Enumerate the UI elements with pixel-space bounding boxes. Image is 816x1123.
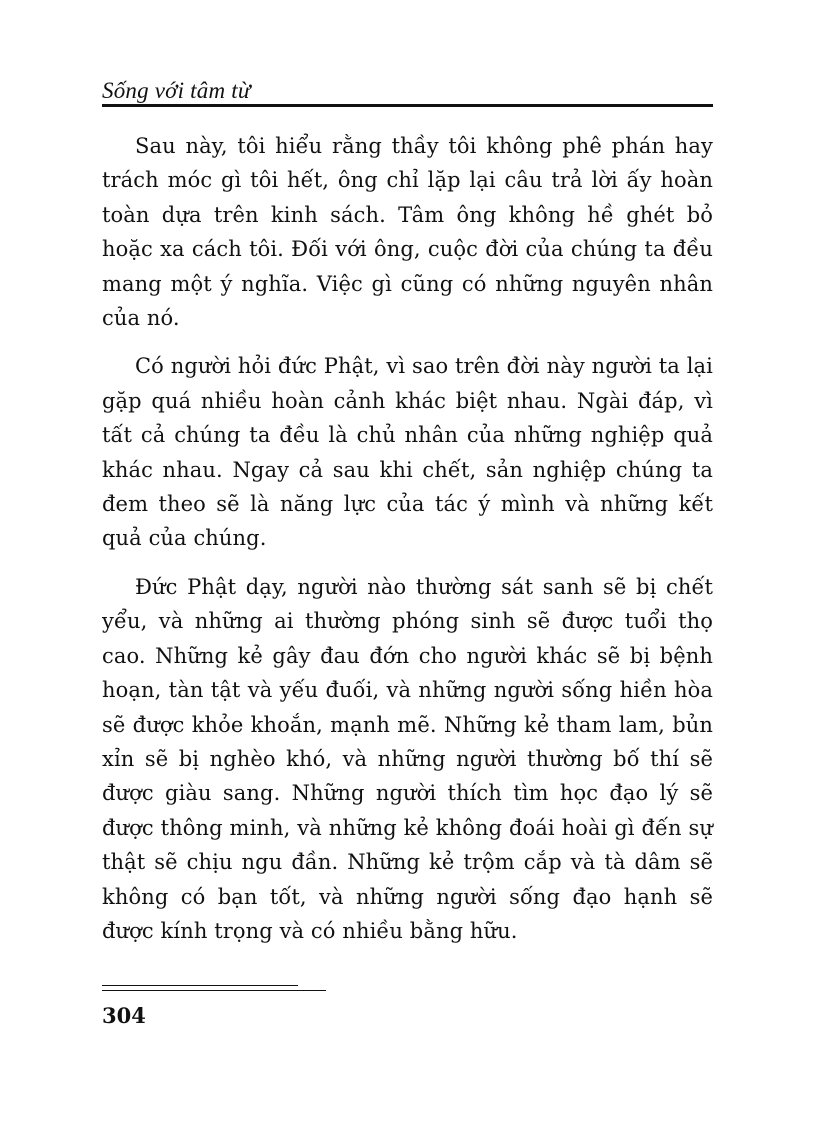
page-number: 304 — [102, 1003, 146, 1028]
paragraph-3: Đức Phật dạy, người nào thường sát sanh sẽ bị chết yểu, và những ai thường phóng sinh sẽ được tuổi thọ cao. Những kẻ gây đau đớn cho người khác sẽ bị bệnh hoạn, tàn tật và yếu đuối, và những người sống hiền hòa sẽ được khỏe khoắn, mạnh mẽ. Những kẻ tham lam, bủn xỉn sẽ bị nghèo khó, và những người thường bố thí sẽ được giàu sang. Những người thích tìm học đạo lý sẽ được thông minh, và những kẻ không đoái hoài gì đến sự thật sẽ chịu ngu đần. Những kẻ trộm cắp và tà dâm sẽ không có bạn tốt, và những người sống đạo hạnh sẽ được kính trọng và có nhiều bằng hữu. — [102, 574, 713, 943]
footer-rule-lower — [102, 990, 326, 991]
footer-rule-upper — [102, 985, 298, 986]
header-rule — [102, 104, 713, 107]
running-header: Sống với tâm từ — [102, 78, 251, 103]
paragraph-1: Sau này, tôi hiểu rằng thầy tôi không phê phán hay trách móc gì tôi hết, ông chỉ lặp lại câu trả lời ấy hoàn toàn dựa trên kinh sách. Tâm ông không hề ghét bỏ hoặc xa cách tôi. Đối với ông, cuộc đời của chúng ta đều mang một ý nghĩa. Việc gì cũng có những nguyên nhân của nó. — [102, 134, 713, 331]
book-page — [102, 0, 713, 1123]
body-text — [102, 129, 713, 962]
paragraph-2: Có người hỏi đức Phật, vì sao trên đời này người ta lại gặp quá nhiều hoàn cảnh khác biệt nhau. Ngài đáp, vì tất cả chúng ta đều là chủ nhân của những nghiệp quả khác nhau. Ngay cả sau khi chết, sản nghiệp chúng ta đem theo sẽ là năng lực của tác ý mình và những kết quả của chúng. — [102, 354, 713, 551]
